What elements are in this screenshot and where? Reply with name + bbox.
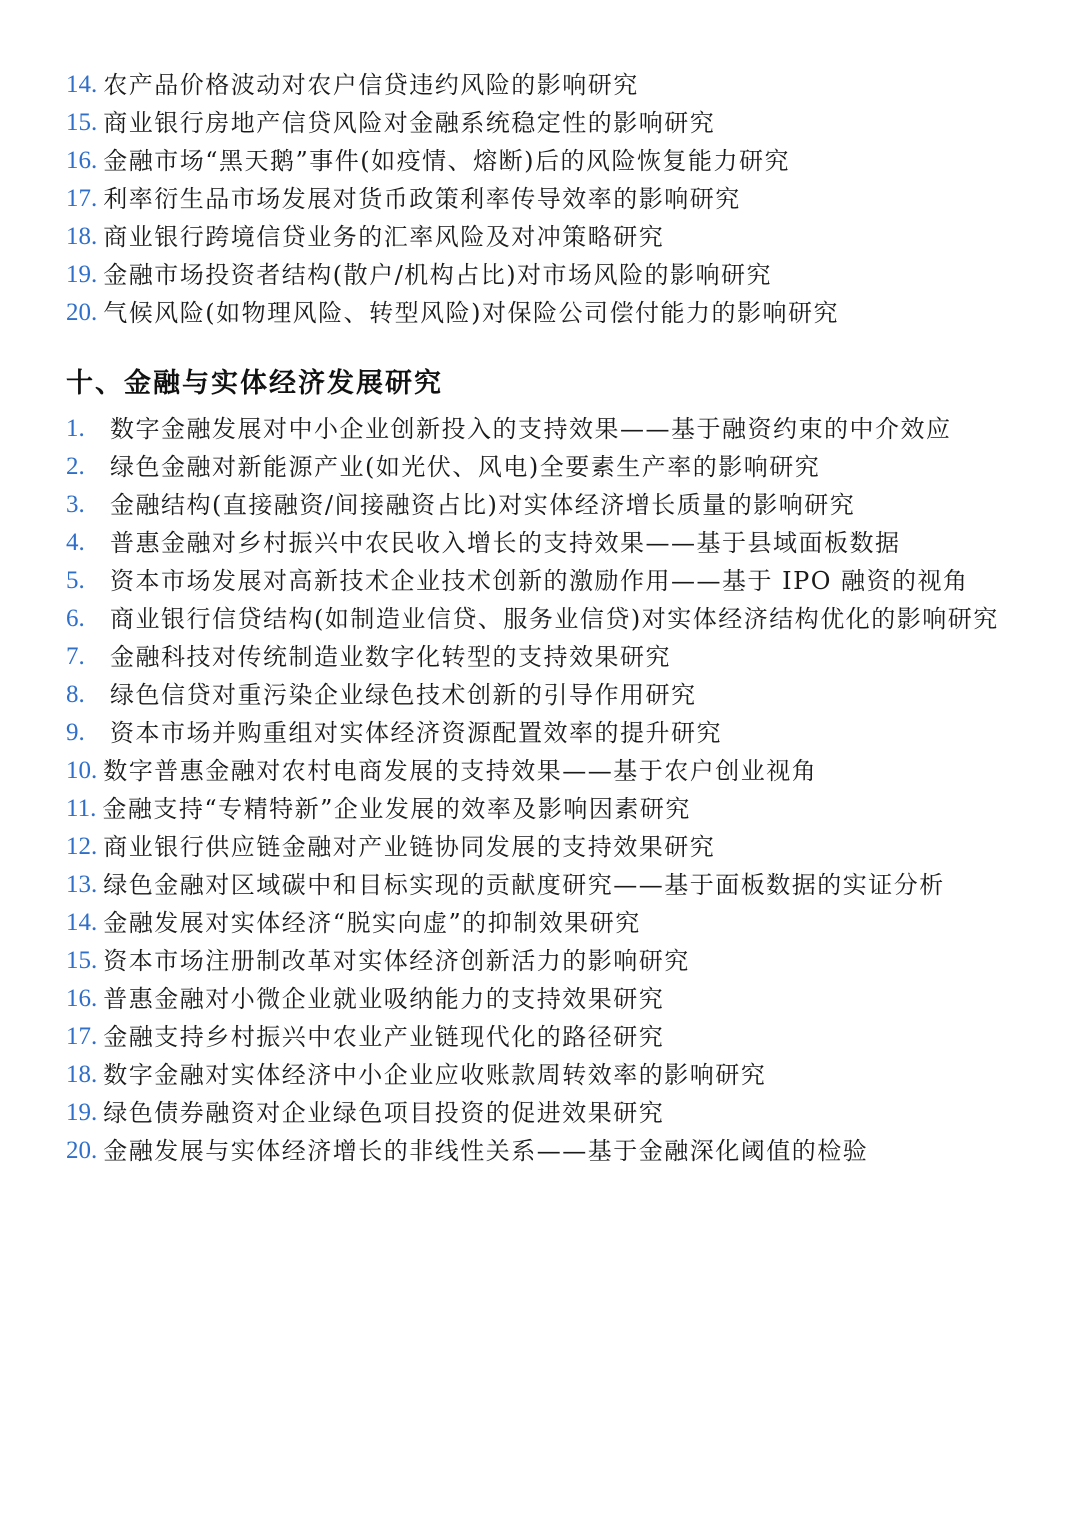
- item-number: 2.: [66, 453, 85, 480]
- item-number: 18.: [66, 1061, 98, 1088]
- item-text: 金融发展与实体经济增长的非线性关系——基于金融深化阈值的检验: [103, 1137, 869, 1165]
- item-text: 农产品价格波动对农户信贷违约风险的影响研究: [103, 71, 639, 99]
- list-item: [66, 904, 1016, 942]
- item-text: 金融市场“黑天鹅”事件(如疫情、熔断)后的风险恢复能力研究: [103, 147, 791, 175]
- item-text: 金融市场投资者结构(散户/机构占比)对市场风险的影响研究: [103, 261, 773, 289]
- item-number: 12.: [66, 833, 98, 860]
- list-item: [66, 66, 1016, 104]
- item-number: 7.: [66, 643, 85, 670]
- list-item: [66, 1094, 1016, 1132]
- item-number: 17.: [66, 1023, 98, 1050]
- item-number: 6.: [66, 605, 85, 632]
- item-number: 14.: [66, 909, 98, 936]
- item-text: 金融支持“专精特新”企业发展的效率及影响因素研究: [102, 795, 691, 823]
- item-number: 13.: [66, 871, 98, 898]
- item-text: 金融支持乡村振兴中农业产业链现代化的路径研究: [103, 1023, 665, 1051]
- item-text: 数字金融发展对中小企业创新投入的支持效果——基于融资约束的中介效应: [110, 415, 952, 443]
- topic-list-section-10: [66, 410, 1016, 1170]
- list-item: [66, 524, 1016, 562]
- item-number: 19.: [66, 261, 98, 288]
- list-item: [66, 790, 1016, 828]
- item-number: 14.: [66, 71, 98, 98]
- item-text: 利率衍生品市场发展对货币政策利率传导效率的影响研究: [103, 185, 741, 213]
- item-number: 16.: [66, 985, 98, 1012]
- item-number: 16.: [66, 147, 98, 174]
- item-number: 17.: [66, 185, 98, 212]
- item-number: 1.: [66, 415, 85, 442]
- item-number: 20.: [66, 299, 98, 326]
- item-number: 15.: [66, 109, 98, 136]
- item-text: 金融科技对传统制造业数字化转型的支持效果研究: [110, 643, 671, 671]
- list-item: [66, 218, 1016, 256]
- list-item: [66, 1018, 1016, 1056]
- item-text: 气候风险(如物理风险、转型风险)对保险公司偿付能力的影响研究: [103, 299, 839, 327]
- item-text: 商业银行跨境信贷业务的汇率风险及对冲策略研究: [103, 223, 665, 251]
- topic-list-continued: [66, 66, 1016, 332]
- item-number: 10.: [66, 757, 98, 784]
- list-item: [66, 828, 1016, 866]
- list-item: [66, 142, 1016, 180]
- item-text: 绿色债券融资对企业绿色项目投资的促进效果研究: [103, 1099, 665, 1127]
- item-number: 5.: [66, 567, 85, 594]
- item-number: 3.: [66, 491, 85, 518]
- list-item: [66, 600, 1016, 638]
- item-number: 19.: [66, 1099, 98, 1126]
- list-item: [66, 104, 1016, 142]
- section-heading: 十、金融与实体经济发展研究: [66, 368, 443, 399]
- item-number: 4.: [66, 529, 85, 556]
- item-text: 绿色信贷对重污染企业绿色技术创新的引导作用研究: [110, 681, 697, 709]
- item-text: 金融结构(直接融资/间接融资占比)对实体经济增长质量的影响研究: [110, 491, 856, 519]
- item-number: 18.: [66, 223, 98, 250]
- list-item: [66, 294, 1016, 332]
- list-item: [66, 448, 1016, 486]
- item-number: 9.: [66, 719, 85, 746]
- item-text: 商业银行供应链金融对产业链协同发展的支持效果研究: [103, 833, 716, 861]
- list-item: [66, 486, 1016, 524]
- list-item: [66, 752, 1016, 790]
- list-item: [66, 562, 1016, 600]
- item-number: 20.: [66, 1137, 98, 1164]
- list-item: [66, 638, 1016, 676]
- item-number: 15.: [66, 947, 98, 974]
- item-text: 资本市场发展对高新技术企业技术创新的激励作用——基于 IPO 融资的视角: [110, 567, 969, 595]
- list-item: [66, 1132, 1016, 1170]
- item-text: 普惠金融对小微企业就业吸纳能力的支持效果研究: [103, 985, 665, 1013]
- item-number: 11.: [66, 795, 97, 822]
- item-text: 普惠金融对乡村振兴中农民收入增长的支持效果——基于县域面板数据: [110, 529, 901, 557]
- list-item: [66, 866, 1016, 904]
- list-item: [66, 1056, 1016, 1094]
- list-item: [66, 714, 1016, 752]
- list-item: [66, 980, 1016, 1018]
- item-number: 8.: [66, 681, 85, 708]
- list-item: [66, 676, 1016, 714]
- list-item: [66, 256, 1016, 294]
- item-text: 资本市场并购重组对实体经济资源配置效率的提升研究: [110, 719, 722, 747]
- item-text: 金融发展对实体经济“脱实向虚”的抑制效果研究: [103, 909, 641, 937]
- item-text: 资本市场注册制改革对实体经济创新活力的影响研究: [103, 947, 690, 975]
- item-text: 绿色金融对新能源产业(如光伏、风电)全要素生产率的影响研究: [110, 453, 821, 481]
- item-text: 绿色金融对区域碳中和目标实现的贡献度研究——基于面板数据的实证分析: [103, 871, 945, 899]
- item-text: 商业银行信贷结构(如制造业信贷、服务业信贷)对实体经济结构优化的影响研究: [110, 605, 999, 633]
- item-text: 数字金融对实体经济中小企业应收账款周转效率的影响研究: [103, 1061, 767, 1089]
- item-text: 数字普惠金融对农村电商发展的支持效果——基于农户创业视角: [103, 757, 818, 785]
- list-item: [66, 410, 1016, 448]
- list-item: [66, 942, 1016, 980]
- list-item: [66, 180, 1016, 218]
- item-text: 商业银行房地产信贷风险对金融系统稳定性的影响研究: [103, 109, 716, 137]
